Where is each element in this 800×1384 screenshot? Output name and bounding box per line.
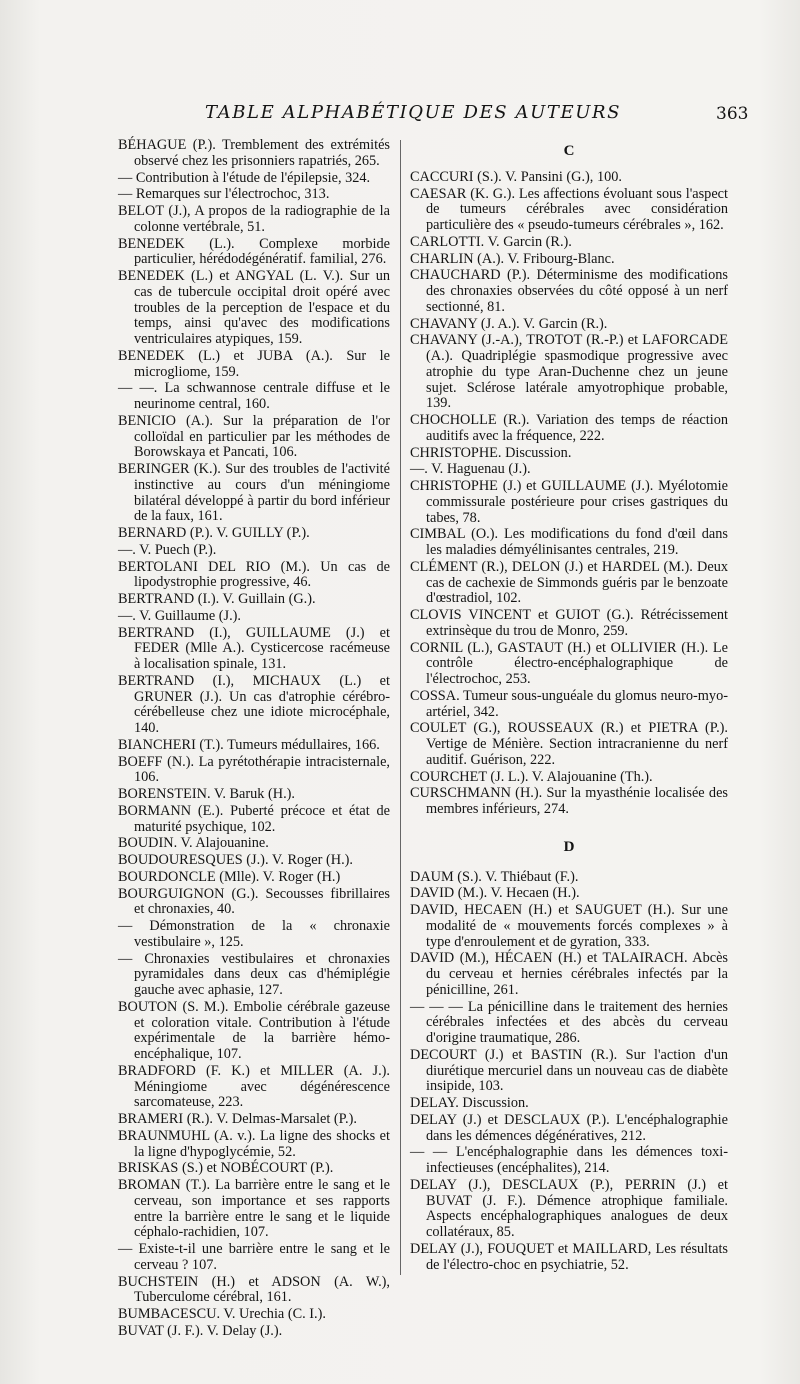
index-entry: DAVID, HECAEN (H.) et SAUGUET (H.). Sur une modalité de « mouvements forcés complexes » à type d'enroulement et de gyration, 333. [410, 902, 728, 950]
index-entry: BENEDEK (L.) et ANGYAL (L. V.). Sur un cas de tubercule occipital droit opéré avec troubles de la perception de l'espace et du temps, ainsi qu'avec des modifications ventriculaires atypiques, 159. [118, 268, 390, 347]
page-number: 363 [716, 104, 749, 124]
index-entry: — — — La pénicilline dans le traitement des hernies cérébrales infectées et des abcès du cerveau d'origine traumatique, 286. [410, 998, 728, 1046]
index-entry: — —. La schwannose centrale diffuse et le neurinome central, 160. [118, 380, 390, 412]
index-entry: BOURGUIGNON (G.). Secousses fibrillaires et chronaxies, 40. [118, 885, 390, 918]
section-d-entries [410, 870, 728, 1274]
index-entry: DAVID (M.), HÉCAEN (H.) et TALAIRACH. Abcès du cerveau et hernies cérébrales infectés par la pénicilline, 261. [410, 950, 728, 998]
index-entry: DELAY (J.), FOUQUET et MAILLARD, Les résultats de l'électro-choc en psychiatrie, 52. [410, 1240, 728, 1273]
index-entry: BOUTON (S. M.). Embolie cérébrale gazeuse et coloration vitale. Contribution à l'étude expérimentale de la barrière hémo-encéphalique, 107. [118, 998, 390, 1062]
index-entry: —. V. Haguenau (J.). [410, 461, 531, 478]
index-entry: DELAY (J.) et DESCLAUX (P.). L'encéphalographie dans les démences dégénératives, 212. [410, 1111, 728, 1144]
index-entry: BUMBACESCU. V. Urechia (C. I.). [118, 1306, 326, 1322]
column-divider [400, 140, 401, 1275]
index-entry: CIMBAL (O.). Les modifications du fond d'œil dans les maladies démyélinisantes centrales, 219. [410, 526, 728, 558]
index-entry: DECOURT (J.) et BASTIN (R.). Sur l'action d'un diurétique mercuriel dans un nouveau cas de diabète insipide, 103. [410, 1046, 728, 1095]
index-entry: BERTRAND (I.), MICHAUX (L.) et GRUNER (J.). Un cas d'atrophie cérébro-cérébelleuse chez une idiote microcéphale, 140. [118, 672, 390, 736]
index-entry: CLÉMENT (R.), DELON (J.) et HARDEL (M.). Deux cas de cachexie de Simmonds guéris par le benzoate d'œstradiol, 102. [410, 558, 728, 607]
index-entry: COURCHET (J. L.). V. Alajouanine (Th.). [410, 768, 653, 785]
index-entry: DAVID (M.). V. Hecaen (H.). [410, 885, 580, 902]
index-entry: BORMANN (E.). Puberté précoce et état de maturité psychique, 102. [118, 802, 390, 835]
index-entry: DELAY (J.), DESCLAUX (P.), PERRIN (J.) et BUVAT (J. F.). Démence atrophique familiale. Aspects encéphalographiques analogues de deux collatéraux, 85. [410, 1176, 728, 1240]
right-column [410, 134, 728, 1274]
index-entry: CACCURI (S.). V. Pansini (G.), 100. [410, 168, 622, 185]
section-c-entries [410, 170, 728, 818]
index-entry: —. V. Puech (P.). [118, 541, 217, 558]
index-entry: BUCHSTEIN (H.) et ADSON (A. W.), Tuberculome cérébral, 161. [118, 1273, 390, 1306]
index-entry: DAUM (S.). V. Thiébaut (F.). [410, 868, 579, 885]
index-entry: — Existe-t-il une barrière entre le sang et le cerveau ? 107. [118, 1241, 390, 1273]
index-entry: BENICIO (A.). Sur la préparation de l'or colloïdal en particulier par les méthodes de Borowskaya et Pancati, 106. [118, 412, 390, 461]
index-entry: DELAY. Discussion. [410, 1095, 529, 1111]
index-entry: BOEFF (N.). La pyrétothérapie intracisternale, 106. [118, 753, 390, 786]
index-entry: BÉHAGUE (P.). Tremblement des extrémités observé chez les prisonniers rapatriés, 265. [118, 137, 390, 169]
index-entry: BOUDOURESQUES (J.). V. Roger (H.). [118, 852, 353, 868]
index-entry: — Chronaxies vestibulaires et chronaxies pyramidales dans deux cas d'hémiplégie gauche avec aphasie, 127. [118, 950, 390, 998]
index-entry: BERTRAND (I.). V. Guillain (G.). [118, 591, 316, 607]
index-entry: — Contribution à l'étude de l'épilepsie, 324. [118, 169, 371, 186]
left-column [118, 138, 390, 1341]
index-entry: CHRISTOPHE (J.) et GUILLAUME (J.). Myélotomie commissurale postérieure pour crises gastriques du tabes, 78. [410, 478, 728, 526]
index-entry: BORENSTEIN. V. Baruk (H.). [118, 786, 295, 802]
index-entry: CHAVANY (J. A.). V. Garcin (R.). [410, 315, 608, 332]
index-entry: CHAUCHARD (P.). Déterminisme des modifications des chronaxies observées du côté opposé à un nerf sectionné, 81. [410, 267, 728, 315]
index-entry: BUVAT (J. F.). V. Delay (J.). [118, 1322, 283, 1339]
section-heading-c: C [563, 143, 575, 159]
index-entry: BELOT (J.), A propos de la radiographie de la colonne vertébrale, 51. [118, 203, 390, 235]
index-entry: BRISKAS (S.) et NOBÉCOURT (P.). [118, 1160, 334, 1177]
section-heading-d: D [563, 838, 575, 855]
running-title: TABLE ALPHABÉTIQUE DES AUTEURS [205, 102, 622, 123]
index-entry: CLOVIS VINCENT et GUIOT (G.). Rétrécissement extrinsèque du trou de Monro, 259. [410, 607, 728, 639]
index-entry: — Démonstration de la « chronaxie vestibulaire », 125. [118, 918, 390, 950]
index-entry: BOURDONCLE (Mlle). V. Roger (H.) [118, 868, 341, 885]
index-entry: CHARLIN (A.). V. Fribourg-Blanc. [410, 250, 615, 267]
index-entry: CHRISTOPHE. Discussion. [410, 444, 572, 461]
index-entry: BERTOLANI DEL RIO (M.). Un cas de lipodystrophie progressive, 46. [118, 558, 390, 591]
index-entry: BIANCHERI (T.). Tumeurs médullaires, 166. [118, 736, 380, 753]
index-entry: COULET (G.), ROUSSEAUX (R.) et PIETRA (P.). Vertige de Ménière. Section intracranienne du nerf auditif. Guérison, 222. [410, 720, 728, 768]
index-entry: BROMAN (T.). La barrière entre le sang et le cerveau, son importance et ses rapports entre la barrière entre le sang et le liquide céphalo-rachidien, 107. [118, 1177, 390, 1241]
index-entry: CAESAR (K. G.). Les affections évoluant sous l'aspect de tumeurs cérébrales avec considération particulière des « pseudo-tumeurs cérébrales », 162. [410, 185, 728, 233]
index-entry: BERNARD (P.). V. GUILLY (P.). [118, 525, 310, 541]
index-entry: BRADFORD (F. K.) et MILLER (A. J.). Méningiome avec dégénérescence sarcomateuse, 223. [118, 1062, 390, 1111]
index-entry: COSSA. Tumeur sous-unguéale du glomus neuro-myo-artériel, 342. [410, 687, 728, 720]
index-entry: BRAMERI (R.). V. Delmas-Marsalet (P.). [118, 1111, 357, 1127]
index-entry: CHAVANY (J.-A.), TROTOT (R.-P.) et LAFORCADE (A.). Quadriplégie spasmodique progressive avec atrophie du type Aran-Duchenne chez un jeune sujet. Sclérose latérale amyotrophique probable, 139. [410, 332, 728, 412]
index-entry: BERINGER (K.). Sur des troubles de l'activité instinctive au cours d'un méningiome bilatéral développé à partir du bord inférieur de la faux, 161. [118, 461, 390, 525]
index-entry: BENEDEK (L.) et JUBA (A.). Sur le microgliome, 159. [118, 347, 390, 380]
index-entry: CORNIL (L.), GASTAUT (H.) et OLLIVIER (H.). Le contrôle électro-encéphalographique de l'électrochoc, 253. [410, 639, 728, 687]
index-entry: BOUDIN. V. Alajouanine. [118, 835, 269, 852]
index-entry: CARLOTTI. V. Garcin (R.). [410, 233, 572, 250]
index-entry: CHOCHOLLE (R.). Variation des temps de réaction auditifs avec la fréquence, 222. [410, 412, 728, 444]
index-entry: BERTRAND (I.), GUILLAUME (J.) et FEDER (Mlle A.). Cysticercose racémeuse à localisation spinale, 131. [118, 624, 390, 672]
index-entry: BENEDEK (L.). Complexe morbide particulier, hérédodégénératif. familial, 276. [118, 235, 390, 268]
index-entry: CURSCHMANN (H.). Sur la myasthénie localisée des membres inférieurs, 274. [410, 785, 728, 817]
index-entry: — — L'encéphalographie dans les démences toxi-infectieuses (encéphalites), 214. [410, 1144, 728, 1176]
index-entry: BRAUNMUHL (A. v.). La ligne des shocks et la ligne d'hypoglycémie, 52. [118, 1127, 390, 1160]
index-entry: — Remarques sur l'électrochoc, 313. [118, 186, 330, 203]
index-entry: —. V. Guillaume (J.). [118, 607, 241, 624]
